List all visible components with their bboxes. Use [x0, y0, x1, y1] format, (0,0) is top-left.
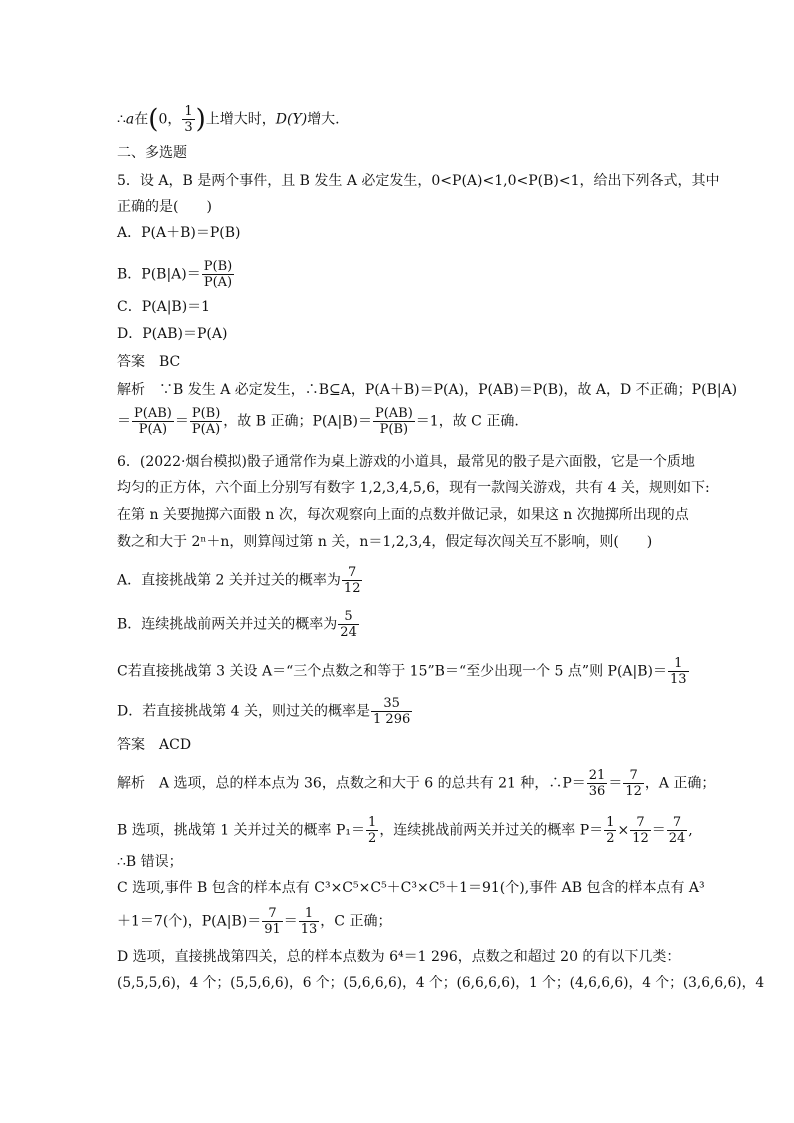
fraction: $\frac{21}{36}$	[588, 768, 606, 799]
q5-solution-1: 解析 ∵B 发生 A 必定发生，∴B⊆A，P(A＋B)＝P(A)，P(AB)＝P(B)，故 A，D 不正确；P(B|A)	[117, 382, 738, 398]
text: 上增大时，	[205, 111, 276, 128]
q6-option-a: A．直接挑战第 2 关并过关的概率为 $\frac{7}{12}$	[117, 565, 361, 596]
fraction: $\frac{5}{24}$	[340, 609, 357, 640]
fraction: $\frac{7}{24}$	[668, 815, 686, 846]
q6-solution-b-conclusion: ∴B 错误；	[117, 854, 183, 870]
fraction: $\frac{1}{13}$	[300, 906, 318, 937]
fraction: $\frac{1}{13}$	[669, 656, 687, 687]
var-a: a	[125, 111, 135, 128]
q6-solution-c-2: ＋1＝7(个)，P(A|B)＝ $\frac{7}{91}$ ＝ $\frac{1}{13}$ ，C 正确；	[117, 906, 392, 937]
q6-solution-c-1: C 选项,事件 B 包含的样本点有 C³×C⁵×C⁵＋C³×C⁵＋1＝91(个),事件 AB 包含的样本点有 A³	[117, 880, 705, 896]
fraction: $\frac{7}{12}$	[343, 565, 361, 596]
fraction: $\frac{35}{1 296}$	[373, 696, 411, 727]
q6-stem-1: 6．(2022·烟台模拟)骰子通常作为桌上游戏的小道具，最常见的骰子是六面骰，它是一个质地	[117, 454, 695, 470]
q6-solution-d-1: D 选项，直接挑战第四关，总的样本点数为 6⁴＝1 296，点数之和超过 20 的有以下几类：	[117, 949, 681, 965]
fraction: $\frac{7}{91}$	[264, 906, 281, 937]
fraction: $\frac{1}{3}$	[184, 104, 193, 135]
q5-option-d: D．P(AB)＝P(A)	[117, 326, 228, 342]
q6-solution-d-2: (5,5,5,6)，4 个；(5,5,6,6)，6 个；(5,6,6,6)，4 个；(6,6,6,6)，1 个；(4,6,6,6)，4 个；(3,6,6,6)，4	[117, 975, 765, 991]
fraction: $\frac{1}{2}$	[606, 815, 615, 846]
fraction: $\frac{P(AB)}{P(B)}$	[374, 406, 413, 437]
left-paren: (	[148, 104, 159, 135]
section-heading: 二、多选题	[117, 145, 187, 161]
fraction: $\frac{7}{12}$	[625, 768, 642, 799]
interval-start: 0，	[158, 111, 182, 128]
q5-solution-2: ＝ $\frac{P(AB)}{P(A)}$ ＝ $\frac{P(B)}{P(A)}$ ，故 B 正确；P(A|B)＝ $\frac{P(AB)}{P(B)}$ ＝1，故 C 正确.	[117, 406, 519, 437]
fraction: $\frac{7}{12}$	[632, 815, 649, 846]
q5-stem-1: 5．设 A，B 是两个事件，且 B 发生 A 必定发生，0<P(A)<1,0<P(B)<1，给出下列各式，其中	[117, 173, 720, 189]
therefore-symbol: ∴	[117, 111, 126, 128]
q5-stem-2: 正确的是( )	[117, 199, 212, 215]
q6-option-c: C若直接挑战第 3 关设 A＝“三个点数之和等于 15”B＝“至少出现一个 5 点”则 P(A|B)＝ $\frac{1}{13}$	[117, 656, 687, 687]
fraction: $\frac{1}{2}$	[368, 815, 377, 846]
var-dy: D(Y)	[275, 111, 308, 128]
text: 增大.	[307, 111, 340, 128]
q6-stem-3: 在第 n 关要抛掷六面骰 n 次，每次观察向上面的点数并做记录，如果这 n 次抛掷所出现的点	[117, 507, 689, 523]
fraction: $\frac{P(B)}{P(A)}$	[203, 259, 233, 290]
q5-option-b: B．P(B|A)＝ $\frac{P(B)}{P(A)}$	[117, 259, 233, 290]
q5-option-a: A．P(A＋B)＝P(B)	[117, 225, 241, 241]
right-paren: )	[195, 104, 206, 135]
q6-answer: 答案 ACD	[117, 737, 192, 753]
q6-stem-2: 均匀的正方体，六个面上分别写有数字 1,2,3,4,5,6，现有一款闯关游戏，共有 4 关，规则如下:	[117, 480, 710, 496]
fraction: $\frac{P(AB)}{P(A)}$	[134, 406, 172, 437]
q6-stem-4: 数之和大于 2ⁿ＋n，则算闯过第 n 关，n＝1,2,3,4，假定每次闯关互不影响，则( )	[117, 534, 653, 550]
fraction: $\frac{P(B)}{P(A)}$	[191, 406, 221, 437]
q6-solution-b: B 选项，挑战第 1 关并过关的概率 P₁＝ $\frac{1}{2}$ ，连续挑战前两关并过关的概率 P＝ $\frac{1}{2}$ × $\frac{7}{12}$ ＝ $\frac{7}{24}$ ,	[117, 815, 693, 846]
q5-answer: 答案 BC	[117, 354, 181, 370]
q6-option-b: B．连续挑战前两关并过关的概率为 $\frac{5}{24}$	[117, 609, 357, 640]
text: 在	[134, 111, 149, 128]
line-interval	[117, 104, 340, 135]
q6-solution-a: 解析 A 选项，总的样本点为 36，点数之和大于 6 的总共有 21 种，∴P＝ $\frac{21}{36}$ ＝ $\frac{7}{12}$ ，A 正确；	[117, 768, 716, 799]
q6-option-d: D．若直接挑战第 4 关，则过关的概率是 $\frac{35}{1 296}$	[117, 696, 411, 727]
q5-option-c: C．P(A|B)＝1	[117, 299, 211, 315]
